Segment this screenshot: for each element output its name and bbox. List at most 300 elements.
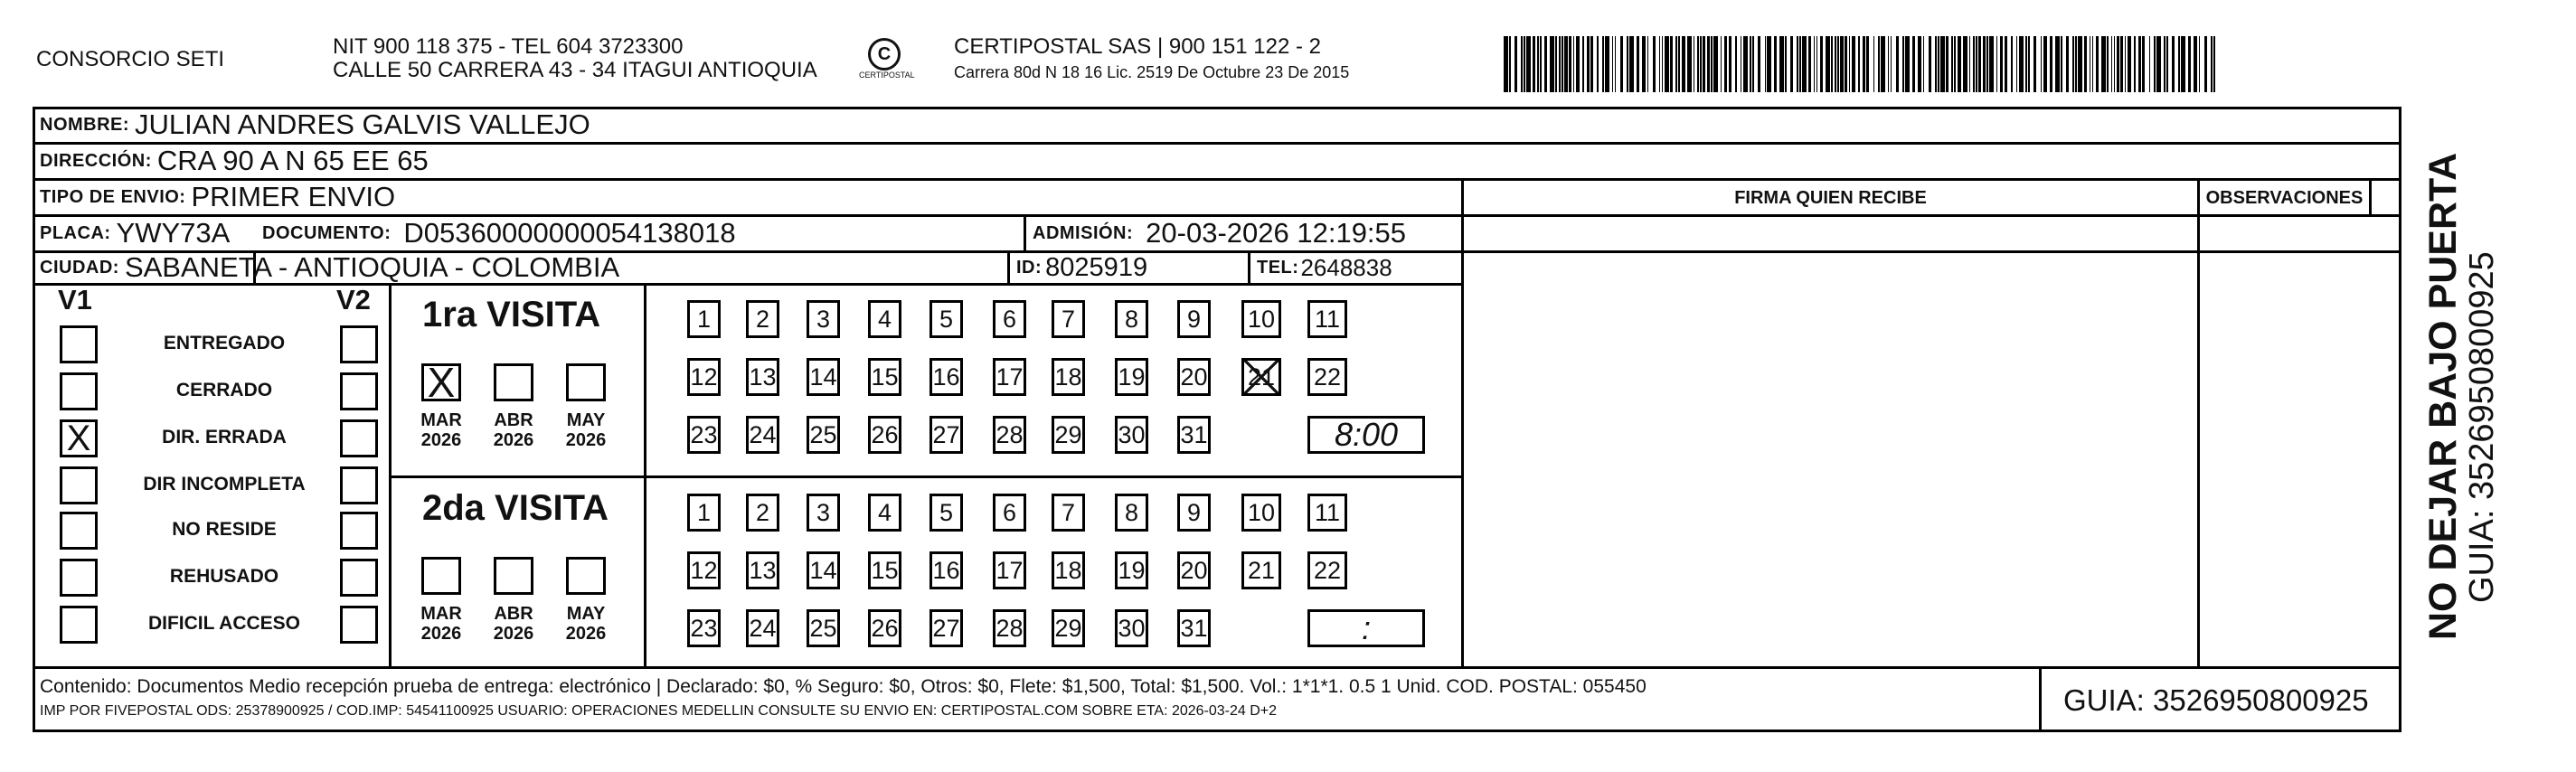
admision-label: ADMISIÓN: (1033, 222, 1134, 243)
barcode-bar (2128, 36, 2132, 92)
barcode-bar (1555, 36, 1557, 92)
barcode-bar (2072, 36, 2074, 92)
day-box[interactable]: 6 (993, 300, 1026, 338)
barcode-bar (1602, 36, 1604, 92)
checkbox-v1[interactable] (60, 606, 98, 644)
day-box[interactable]: 10 (1241, 494, 1281, 532)
barcode-bar (2005, 36, 2007, 92)
barcode-bar (1678, 36, 1680, 92)
month-label (554, 604, 618, 644)
certipostal-logo (859, 38, 915, 80)
nombre-row (40, 108, 590, 142)
barcode-bar (1881, 36, 1885, 92)
documento-value: D05360000000054138018 (403, 217, 736, 249)
barcode-bar (1573, 36, 1575, 92)
barcode-bar (1849, 36, 1851, 92)
barcode-bar (1946, 36, 1949, 92)
day-box[interactable]: 17 (993, 551, 1026, 589)
day-box[interactable]: 9 (1177, 300, 1211, 338)
month-name: MAY (566, 410, 606, 430)
barcode-bar (1802, 36, 1807, 92)
barcode-bar (1735, 36, 1737, 92)
barcode-bar (1605, 36, 1609, 92)
day-box[interactable]: 24 (746, 609, 779, 647)
day-box[interactable]: 2 (746, 300, 779, 338)
month-checkbox[interactable] (421, 557, 461, 595)
barcode-bar (1615, 36, 1617, 92)
no-dejar-bajo-puerta: NO DEJAR BAJO PUERTA (2421, 152, 2465, 640)
month-checkbox[interactable]: X (421, 363, 461, 401)
day-box[interactable]: 11 (1307, 494, 1347, 532)
barcode-bar (2120, 36, 2123, 92)
barcode-bar (1929, 36, 1931, 92)
barcode-bar (1642, 36, 1647, 92)
barcode-bar (2025, 36, 2027, 92)
barcode-bar (1700, 36, 1702, 92)
barcode-bar (1741, 36, 1742, 92)
barcode-bar (1837, 36, 1839, 92)
visit-title: 1ra VISITA (422, 295, 601, 334)
admision-cell (1033, 216, 1406, 250)
barcode-bar (1713, 36, 1718, 92)
carrier-license: Carrera 80d N 18 16 Lic. 2519 De Octubre 23 De 2015 (954, 63, 1350, 81)
barcode-bar (1951, 36, 1953, 92)
visit-title: 2da VISITA (422, 488, 609, 528)
barcode-bar (1544, 36, 1547, 92)
checkbox-v1[interactable] (60, 372, 98, 410)
barcode-bar (2125, 36, 2127, 92)
v2-header: V2 (336, 284, 371, 315)
barcode-bar (1647, 36, 1649, 92)
barcode-bar (1852, 36, 1856, 92)
barcode-bar (1891, 36, 1892, 92)
barcode-bar (1670, 36, 1673, 92)
month-name: ABR (494, 410, 533, 430)
day-box[interactable]: 3 (807, 494, 840, 532)
day-box[interactable]: 26 (868, 609, 901, 647)
month-checkbox[interactable] (566, 363, 606, 401)
tel-cell (1257, 252, 1392, 283)
checkbox-v1[interactable] (60, 466, 98, 504)
barcode-bar (1521, 36, 1523, 92)
barcode-bar (1533, 36, 1535, 92)
month-checkbox[interactable] (566, 557, 606, 595)
checklist-label: ENTREGADO (163, 333, 286, 353)
company-nit: NIT 900 118 375 - TEL 604 3723300 (333, 34, 684, 59)
barcode-bar (1653, 36, 1656, 92)
barcode-bar (1978, 36, 1981, 92)
id-cell (1016, 252, 1147, 283)
day-box[interactable]: 15 (868, 551, 901, 589)
barcode-bar (2188, 36, 2191, 92)
barcode-bar (1569, 36, 1571, 92)
checkbox-v2[interactable] (340, 372, 378, 410)
barcode-bar (1774, 36, 1777, 92)
barcode-bar (1840, 36, 1843, 92)
checklist-label: REHUSADO (169, 566, 279, 587)
day-box[interactable]: 26 (868, 416, 901, 454)
day-box[interactable]: 7 (1052, 300, 1085, 338)
barcode-bar (2050, 36, 2052, 92)
checkbox-v2[interactable] (340, 512, 378, 550)
barcode-bar (1537, 36, 1539, 92)
barcode-bar (1996, 36, 1998, 92)
barcode-bar (1703, 36, 1705, 92)
direccion-value: CRA 90 A N 65 EE 65 (156, 145, 429, 176)
month-label (410, 410, 473, 450)
month-year: 2026 (420, 624, 462, 644)
day-box[interactable]: 17 (993, 358, 1026, 396)
tipo-envio-row (40, 180, 395, 214)
day-box[interactable]: 12 (687, 358, 721, 396)
barcode-bar (1587, 36, 1590, 92)
day-box[interactable]: 14 (807, 358, 840, 396)
visit-time[interactable]: 8:00 (1307, 416, 1425, 454)
month-label (482, 410, 545, 450)
checkbox-v1[interactable] (60, 325, 98, 363)
checkbox-v2[interactable] (340, 419, 378, 457)
tel-value: 2648838 (1300, 253, 1392, 281)
nombre-label: NOMBRE: (40, 114, 130, 135)
day-box[interactable]: 25 (807, 609, 840, 647)
barcode-bar (1820, 36, 1823, 92)
barcode-bar (2092, 36, 2094, 92)
barcode-bar (1826, 36, 1830, 92)
barcode-bar (1973, 36, 1975, 92)
barcode-bar (2114, 36, 2116, 92)
ciudad-label: CIUDAD: (40, 257, 119, 278)
barcode-bar (1687, 36, 1692, 92)
barcode-bar (1976, 36, 1977, 92)
day-box[interactable]: 1 (687, 494, 721, 532)
month-checkbox[interactable] (494, 557, 533, 595)
barcode-bar (1509, 36, 1511, 92)
day-box[interactable]: 5 (929, 300, 963, 338)
barcode-bar (2149, 36, 2151, 92)
direccion-label: DIRECCIÓN: (40, 150, 152, 171)
barcode-bar (1504, 36, 1508, 92)
tipo-envio-value: PRIMER ENVIO (191, 181, 396, 212)
barcode-bar (1576, 36, 1581, 92)
barcode-bar (1514, 36, 1517, 92)
barcode-bar (2078, 36, 2082, 92)
barcode-bar (2000, 36, 2003, 92)
barcode-bar (1724, 36, 1727, 92)
month-name: MAR (420, 410, 462, 430)
checkbox-v2[interactable] (340, 466, 378, 504)
barcode-bar (2043, 36, 2048, 92)
day-box[interactable]: 19 (1115, 551, 1148, 589)
month-checkbox[interactable] (494, 363, 533, 401)
barcode-bar (1524, 36, 1525, 92)
day-box[interactable]: 27 (929, 609, 963, 647)
barcode-bar (1878, 36, 1880, 92)
barcode-bar (1562, 36, 1563, 92)
barcode-bar (1797, 36, 1798, 92)
checkbox-v2[interactable] (340, 325, 378, 363)
barcode-bar (2156, 36, 2161, 92)
checkbox-v2[interactable] (340, 606, 378, 644)
id-value: 8025919 (1045, 252, 1148, 282)
barcode-bar (2075, 36, 2077, 92)
day-box[interactable]: 23 (687, 416, 721, 454)
day-box[interactable]: 29 (1052, 609, 1085, 647)
day-box[interactable]: 31 (1177, 416, 1211, 454)
barcode-bar (2028, 36, 2030, 92)
barcode-bar (1637, 36, 1639, 92)
barcode-bar (2011, 36, 2013, 92)
barcode-bar (1629, 36, 1634, 92)
nombre-value: JULIAN ANDRES GALVIS VALLEJO (135, 108, 590, 140)
barcode-bar (1866, 36, 1869, 92)
checkbox-v1[interactable] (60, 559, 98, 597)
day-box[interactable]: 22 (1307, 551, 1347, 589)
barcode-bar (1938, 36, 1939, 92)
barcode-bar (1858, 36, 1860, 92)
day-box[interactable]: 12 (687, 551, 721, 589)
barcode-bar (1785, 36, 1787, 92)
barcode-bar (1729, 36, 1731, 92)
direccion-row (40, 144, 429, 178)
footer-guia: GUIA: 3526950800925 (2063, 683, 2369, 717)
barcode-bar (1721, 36, 1722, 92)
barcode-bar (1790, 36, 1793, 92)
day-box[interactable]: 25 (807, 416, 840, 454)
placa-value: YWY73A (116, 217, 231, 249)
day-box[interactable]: 30 (1115, 416, 1148, 454)
barcode-bar (1986, 36, 1988, 92)
day-box[interactable]: 5 (929, 494, 963, 532)
barcode-bar (1935, 36, 1937, 92)
barcode-bar (2107, 36, 2109, 92)
barcode-bar (1905, 36, 1910, 92)
barcode-bar (2166, 36, 2168, 92)
barcode-bar (2090, 36, 2091, 92)
month-label (410, 604, 473, 644)
id-label: ID: (1016, 257, 1043, 278)
v1-header: V1 (58, 284, 92, 315)
day-box[interactable]: 19 (1115, 358, 1148, 396)
barcode-bar (2134, 36, 2136, 92)
barcode-bar (1612, 36, 1614, 92)
barcode-bar (1711, 36, 1713, 92)
barcode-bar (1835, 36, 1836, 92)
admision-value: 20-03-2026 12:19:55 (1146, 217, 1407, 249)
day-box[interactable]: 3 (807, 300, 840, 338)
day-box[interactable]: 9 (1177, 494, 1211, 532)
barcode-bar (2172, 36, 2175, 92)
month-year: 2026 (493, 624, 534, 644)
barcode-bar (2101, 36, 2106, 92)
day-box[interactable]: 28 (993, 416, 1026, 454)
barcode-bar (1597, 36, 1599, 92)
barcode-bar (1662, 36, 1664, 92)
observaciones-header: OBSERVACIONES (2205, 188, 2364, 208)
day-box[interactable]: 16 (929, 551, 963, 589)
day-box[interactable]: 4 (868, 494, 901, 532)
barcode-bar (2142, 36, 2145, 92)
barcode-bar (1896, 36, 1899, 92)
day-box[interactable]: 20 (1177, 551, 1211, 589)
barcode-bar (2111, 36, 2113, 92)
barcode-bar (2061, 36, 2062, 92)
barcode-bar (1808, 36, 1811, 92)
barcode-bar (1750, 36, 1751, 92)
day-box[interactable]: 23 (687, 609, 721, 647)
month-year: 2026 (565, 430, 607, 450)
day-box[interactable]: 1 (687, 300, 721, 338)
barcode-bar (1816, 36, 1818, 92)
barcode-bar (1888, 36, 1890, 92)
barcode-bar (1958, 36, 1960, 92)
month-label (482, 604, 545, 644)
barcode-bar (2016, 36, 2018, 92)
barcode-bar (2181, 36, 2185, 92)
month-name: MAR (420, 604, 462, 624)
checklist-label: NO RESIDE (172, 519, 277, 540)
barcode-bar (2041, 36, 2043, 92)
certipostal-logo-text: CERTIPOSTAL (859, 71, 915, 80)
month-label (554, 410, 618, 450)
barcode-bar (1675, 36, 1677, 92)
day-box[interactable]: 2 (746, 494, 779, 532)
placa-cell (40, 216, 230, 250)
barcode-bar (2211, 36, 2213, 92)
day-box[interactable]: 21 (1241, 358, 1281, 396)
barcode-bar (1863, 36, 1865, 92)
barcode-bar (1559, 36, 1561, 92)
barcode-bar (1620, 36, 1623, 92)
barcode-bar (1682, 36, 1684, 92)
day-box[interactable]: 18 (1052, 358, 1085, 396)
day-box[interactable]: 22 (1307, 358, 1347, 396)
barcode-bar (2096, 36, 2099, 92)
barcode-bar (1873, 36, 1875, 92)
barcode-bar (1752, 36, 1754, 92)
day-box[interactable]: 7 (1052, 494, 1085, 532)
day-box[interactable]: 8 (1115, 300, 1148, 338)
firma-header: FIRMA QUIEN RECIBE (1734, 188, 1927, 208)
barcode-bar (1743, 36, 1748, 92)
day-box[interactable]: 31 (1177, 609, 1211, 647)
visit-time[interactable]: : (1307, 609, 1425, 647)
barcode-bar (2194, 36, 2198, 92)
day-box[interactable]: 13 (746, 551, 779, 589)
barcode-bar (2178, 36, 2180, 92)
barcode-bar (1954, 36, 1956, 92)
barcode-bar (1540, 36, 1542, 92)
day-box[interactable]: 13 (746, 358, 779, 396)
barcode (1504, 36, 2227, 92)
day-box[interactable]: 10 (1241, 300, 1281, 338)
documento-cell (262, 216, 736, 250)
barcode-bar (1564, 36, 1567, 92)
barcode-bar (2033, 36, 2036, 92)
day-box[interactable]: 14 (807, 551, 840, 589)
month-name: ABR (494, 604, 533, 624)
checklist-label: DIFICIL ACCESO (147, 613, 300, 634)
day-box[interactable]: 8 (1115, 494, 1148, 532)
imp-line: IMP POR FIVEPOSTAL ODS: 25378900925 / COD.IMP: 54541100925 USUARIO: OPERACIONES MEDELLIN CONSULTE SU ENVIO EN: CERTIPOSTAL.COM SOBRE ETA: 2026-03-24 D+2 (40, 703, 1278, 719)
barcode-bar (1550, 36, 1554, 92)
checklist-label: DIR INCOMPLETA (143, 474, 306, 494)
barcode-bar (1758, 36, 1760, 92)
barcode-bar (1831, 36, 1833, 92)
day-box[interactable]: 6 (993, 494, 1026, 532)
barcode-bar (1912, 36, 1915, 92)
month-year: 2026 (565, 624, 607, 644)
day-box[interactable]: 20 (1177, 358, 1211, 396)
barcode-bar (1765, 36, 1767, 92)
month-year: 2026 (493, 430, 534, 450)
checkbox-v1[interactable]: X (60, 419, 98, 457)
barcode-bar (2117, 36, 2119, 92)
barcode-bar (1659, 36, 1661, 92)
day-box[interactable]: 16 (929, 358, 963, 396)
barcode-bar (2164, 36, 2166, 92)
barcode-bar (2204, 36, 2207, 92)
barcode-bar (2154, 36, 2156, 92)
day-box[interactable]: 30 (1115, 609, 1148, 647)
day-box[interactable]: 27 (929, 416, 963, 454)
barcode-bar (1814, 36, 1816, 92)
month-name: MAY (566, 604, 606, 624)
company-address: CALLE 50 CARRERA 43 - 34 ITAGUI ANTIOQUIA (333, 58, 817, 82)
barcode-bar (2199, 36, 2201, 92)
day-box[interactable]: 18 (1052, 551, 1085, 589)
day-box[interactable]: 15 (868, 358, 901, 396)
barcode-bar (1767, 36, 1771, 92)
day-box[interactable]: 4 (868, 300, 901, 338)
barcode-bar (2066, 36, 2069, 92)
barcode-bar (1526, 36, 1531, 92)
checklist-label: CERRADO (175, 380, 273, 400)
day-box[interactable]: 28 (993, 609, 1026, 647)
barcode-bar (1665, 36, 1669, 92)
ciudad-value: SABANETA - ANTIOQUIA - COLOMBIA (124, 251, 620, 283)
barcode-bar (1918, 36, 1922, 92)
checkbox-v2[interactable] (340, 559, 378, 597)
barcode-bar (1799, 36, 1801, 92)
documento-label: DOCUMENTO: (262, 222, 392, 243)
barcode-bar (1627, 36, 1628, 92)
barcode-bar (2213, 36, 2215, 92)
barcode-bar (1779, 36, 1784, 92)
tipo-envio-label: TIPO DE ENVIO: (40, 186, 186, 207)
barcode-bar (1694, 36, 1695, 92)
barcode-bar (1940, 36, 1945, 92)
carrier-name: CERTIPOSTAL SAS | 900 151 122 - 2 (954, 34, 1321, 59)
barcode-bar (2138, 36, 2141, 92)
day-box[interactable]: 24 (746, 416, 779, 454)
barcode-bar (1963, 36, 1967, 92)
day-box[interactable]: 29 (1052, 416, 1085, 454)
barcode-bar (2019, 36, 2024, 92)
barcode-bar (1969, 36, 1971, 92)
placa-label: PLACA: (40, 222, 111, 243)
barcode-bar (2055, 36, 2060, 92)
barcode-bar (1590, 36, 1593, 92)
barcode-bar (2084, 36, 2087, 92)
day-box[interactable]: 11 (1307, 300, 1347, 338)
certipostal-logo-icon: C (868, 38, 901, 71)
barcode-bar (1902, 36, 1904, 92)
checkbox-v1[interactable] (60, 512, 98, 550)
day-box[interactable]: 21 (1241, 551, 1281, 589)
barcode-bar (1845, 36, 1847, 92)
barcode-bar (1989, 36, 1994, 92)
company-name: CONSORCIO SETI (36, 47, 225, 71)
